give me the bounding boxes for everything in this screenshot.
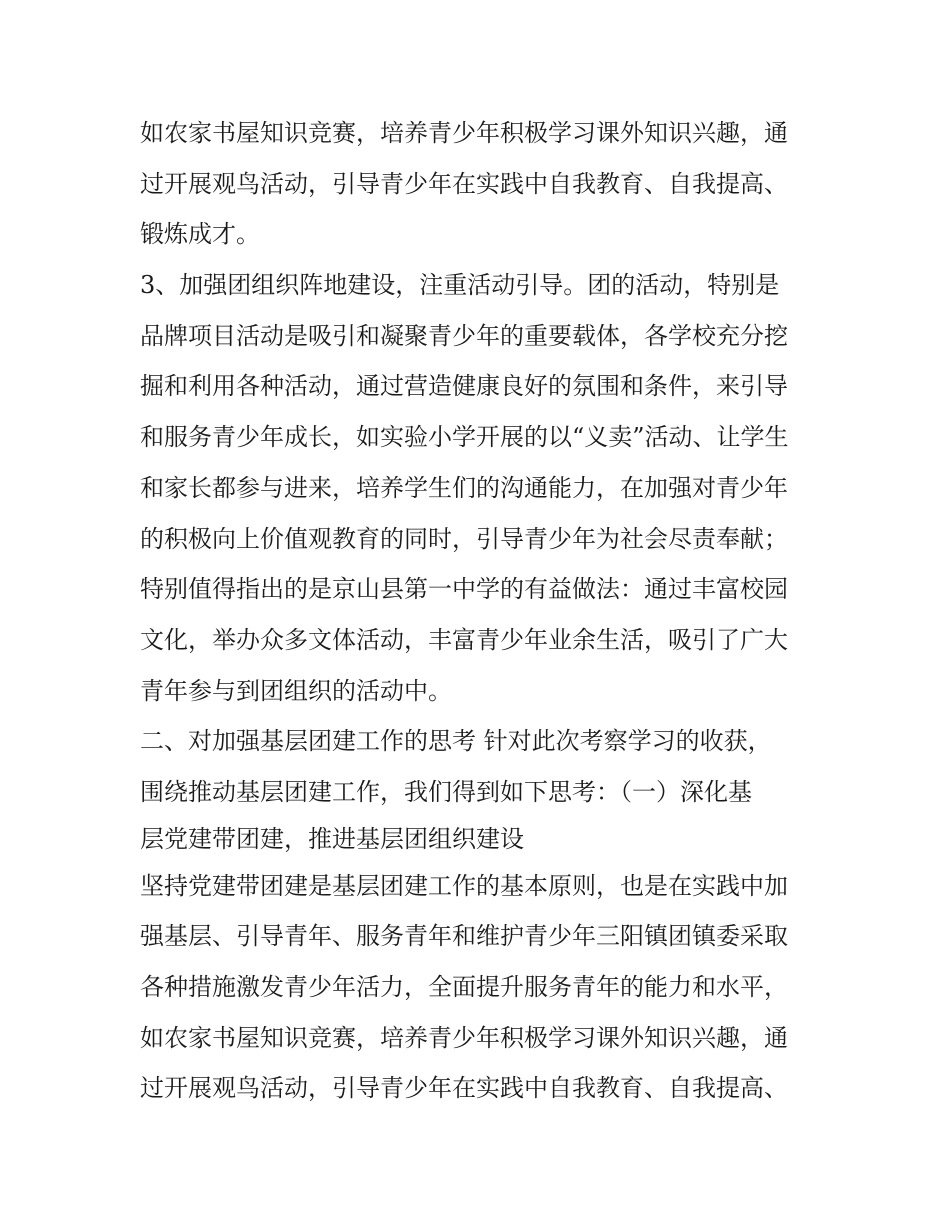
text-line: 如农家书屋知识竞赛，培养青少年积极学习课外知识兴趣，通 — [140, 119, 788, 147]
section-heading-line: 围绕推动基层团建工作，我们得到如下思考：（一）深化基 — [140, 777, 752, 806]
text-line: 的积极向上价值观教育的同时，引导青少年为社会尽责奉献； — [140, 524, 788, 553]
section-heading-line: 层党建带团建，推进基层团组织建设 — [140, 824, 524, 853]
text-line: 过开展观鸟活动，引导青少年在实践中自我教育、自我提高、 — [140, 169, 788, 198]
text-line: 各种措施激发青少年活力，全面提升服务青年的能力和水平， — [140, 973, 788, 1001]
text-line: 掘和利用各种活动，通过营造健康良好的氛围和条件，来引导 — [140, 372, 788, 401]
text-line: 和家长都参与进来，培养学生们的沟通能力，在加强对青少年 — [140, 473, 788, 502]
text-line: 3、加强团组织阵地建设，注重活动引导。团的活动，特别是 — [140, 271, 780, 300]
text-line: 过开展观鸟活动，引导青少年在实践中自我教育、自我提高、 — [140, 1074, 788, 1103]
text-line: 如农家书屋知识竞赛，培养青少年积极学习课外知识兴趣，通 — [140, 1023, 788, 1052]
text-line: 文化，举办众多文体活动，丰富青少年业余生活，吸引了广大 — [140, 625, 788, 654]
text-line: 坚持党建带团建是基层团建工作的基本原则，也是在实践中加 — [140, 871, 788, 900]
text-line: 特别值得指出的是京山县第一中学的有益做法：通过丰富校园 — [140, 575, 788, 604]
section-heading-line: 二、对加强基层团建工作的思考 针对此次考察学习的收获， — [140, 727, 772, 756]
text-line: 青年参与到团组织的活动中。 — [140, 676, 452, 705]
text-line: 和服务青少年成长，如实验小学开展的以“义卖”活动、让学生 — [140, 423, 789, 452]
text-line: 强基层、引导青年、服务青年和维护青少年三阳镇团镇委采取 — [140, 922, 788, 951]
body-text — [140, 108, 830, 1114]
text-line: 锻炼成才。 — [140, 220, 260, 249]
text-line: 品牌项目活动是吸引和凝聚青少年的重要载体，各学校充分挖 — [140, 321, 788, 350]
